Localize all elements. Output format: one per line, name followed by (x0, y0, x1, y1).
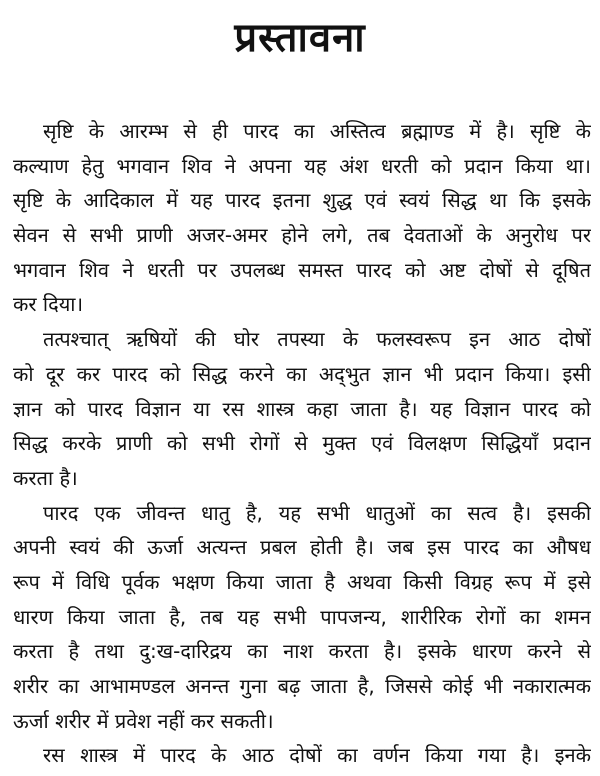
text-line: करता है। (13, 465, 78, 490)
text-line: सिद्ध करके प्राणी को सभी रोगों से मुक्त एवं विलक्षण सिद्धियाँ प्रदान (13, 431, 591, 456)
text-line: भगवान शिव ने धरती पर उपलब्ध समस्त पारद को अष्ट दोषों से दूषित (13, 257, 591, 282)
text-line: सेवन से सभी प्राणी अजर-अमर होने लगे, तब देवताओं के अनुरोध पर (13, 223, 591, 248)
page-title: प्रस्तावना (234, 15, 366, 61)
text-line: शरीर का आभामण्डल अनन्त गुना बढ़ जाता है, जिससे कोई भी नकारात्मक (13, 674, 591, 698)
text-line: रूप में विधि पूर्वक भक्षण किया जाता है अथवा किसी विग्रह रूप में इसे (13, 569, 591, 594)
document-body (13, 114, 591, 773)
text-line: सृष्टि के आदिकाल में यह पारद इतना शुद्ध एवं स्वयं सिद्ध था कि इसके (13, 188, 591, 213)
text-line: अपनी स्वयं की ऊर्जा अत्यन्त प्रबल होती है। जब इस पारद का औषध (13, 535, 591, 560)
text-line: तत्पश्चात् ऋषियों की घोर तपस्या के फलस्वरूप इन आठ दोषों (43, 327, 591, 352)
text-line: रस शास्त्र में पारद के आठ दोषों का वर्णन किया गया है। इनके (43, 743, 591, 768)
text-line: पारद एक जीवन्त धातु है, यह सभी धातुओं का सत्व है। इसकी (43, 500, 591, 525)
text-line: धारण किया जाता है, तब यह सभी पापजन्य, शारीरिक रोगों का शमन (13, 604, 591, 629)
text-line: ऊर्जा शरीर में प्रवेश नहीं कर सकती। (13, 708, 274, 733)
text-line: कल्याण हेतु भगवान शिव ने अपना यह अंश धरती को प्रदान किया था। (13, 153, 591, 178)
text-line: सृष्टि के आरम्भ से ही पारद का अस्तित्व ब्रह्माण्ड में है। सृष्टि के (43, 119, 591, 143)
text-line: करता है तथा दु:ख-दारिद्रय का नाश करता है। इसके धारण करने से (13, 639, 591, 664)
text-line: कर दिया। (13, 292, 84, 317)
text-line: को दूर कर पारद को सिद्ध करने का अद्‌भुत ज्ञान भी प्रदान किया। इसी (13, 361, 591, 386)
text-line: ज्ञान को पारद विज्ञान या रस शास्त्र कहा जाता है। यह विज्ञान पारद को (13, 396, 591, 421)
